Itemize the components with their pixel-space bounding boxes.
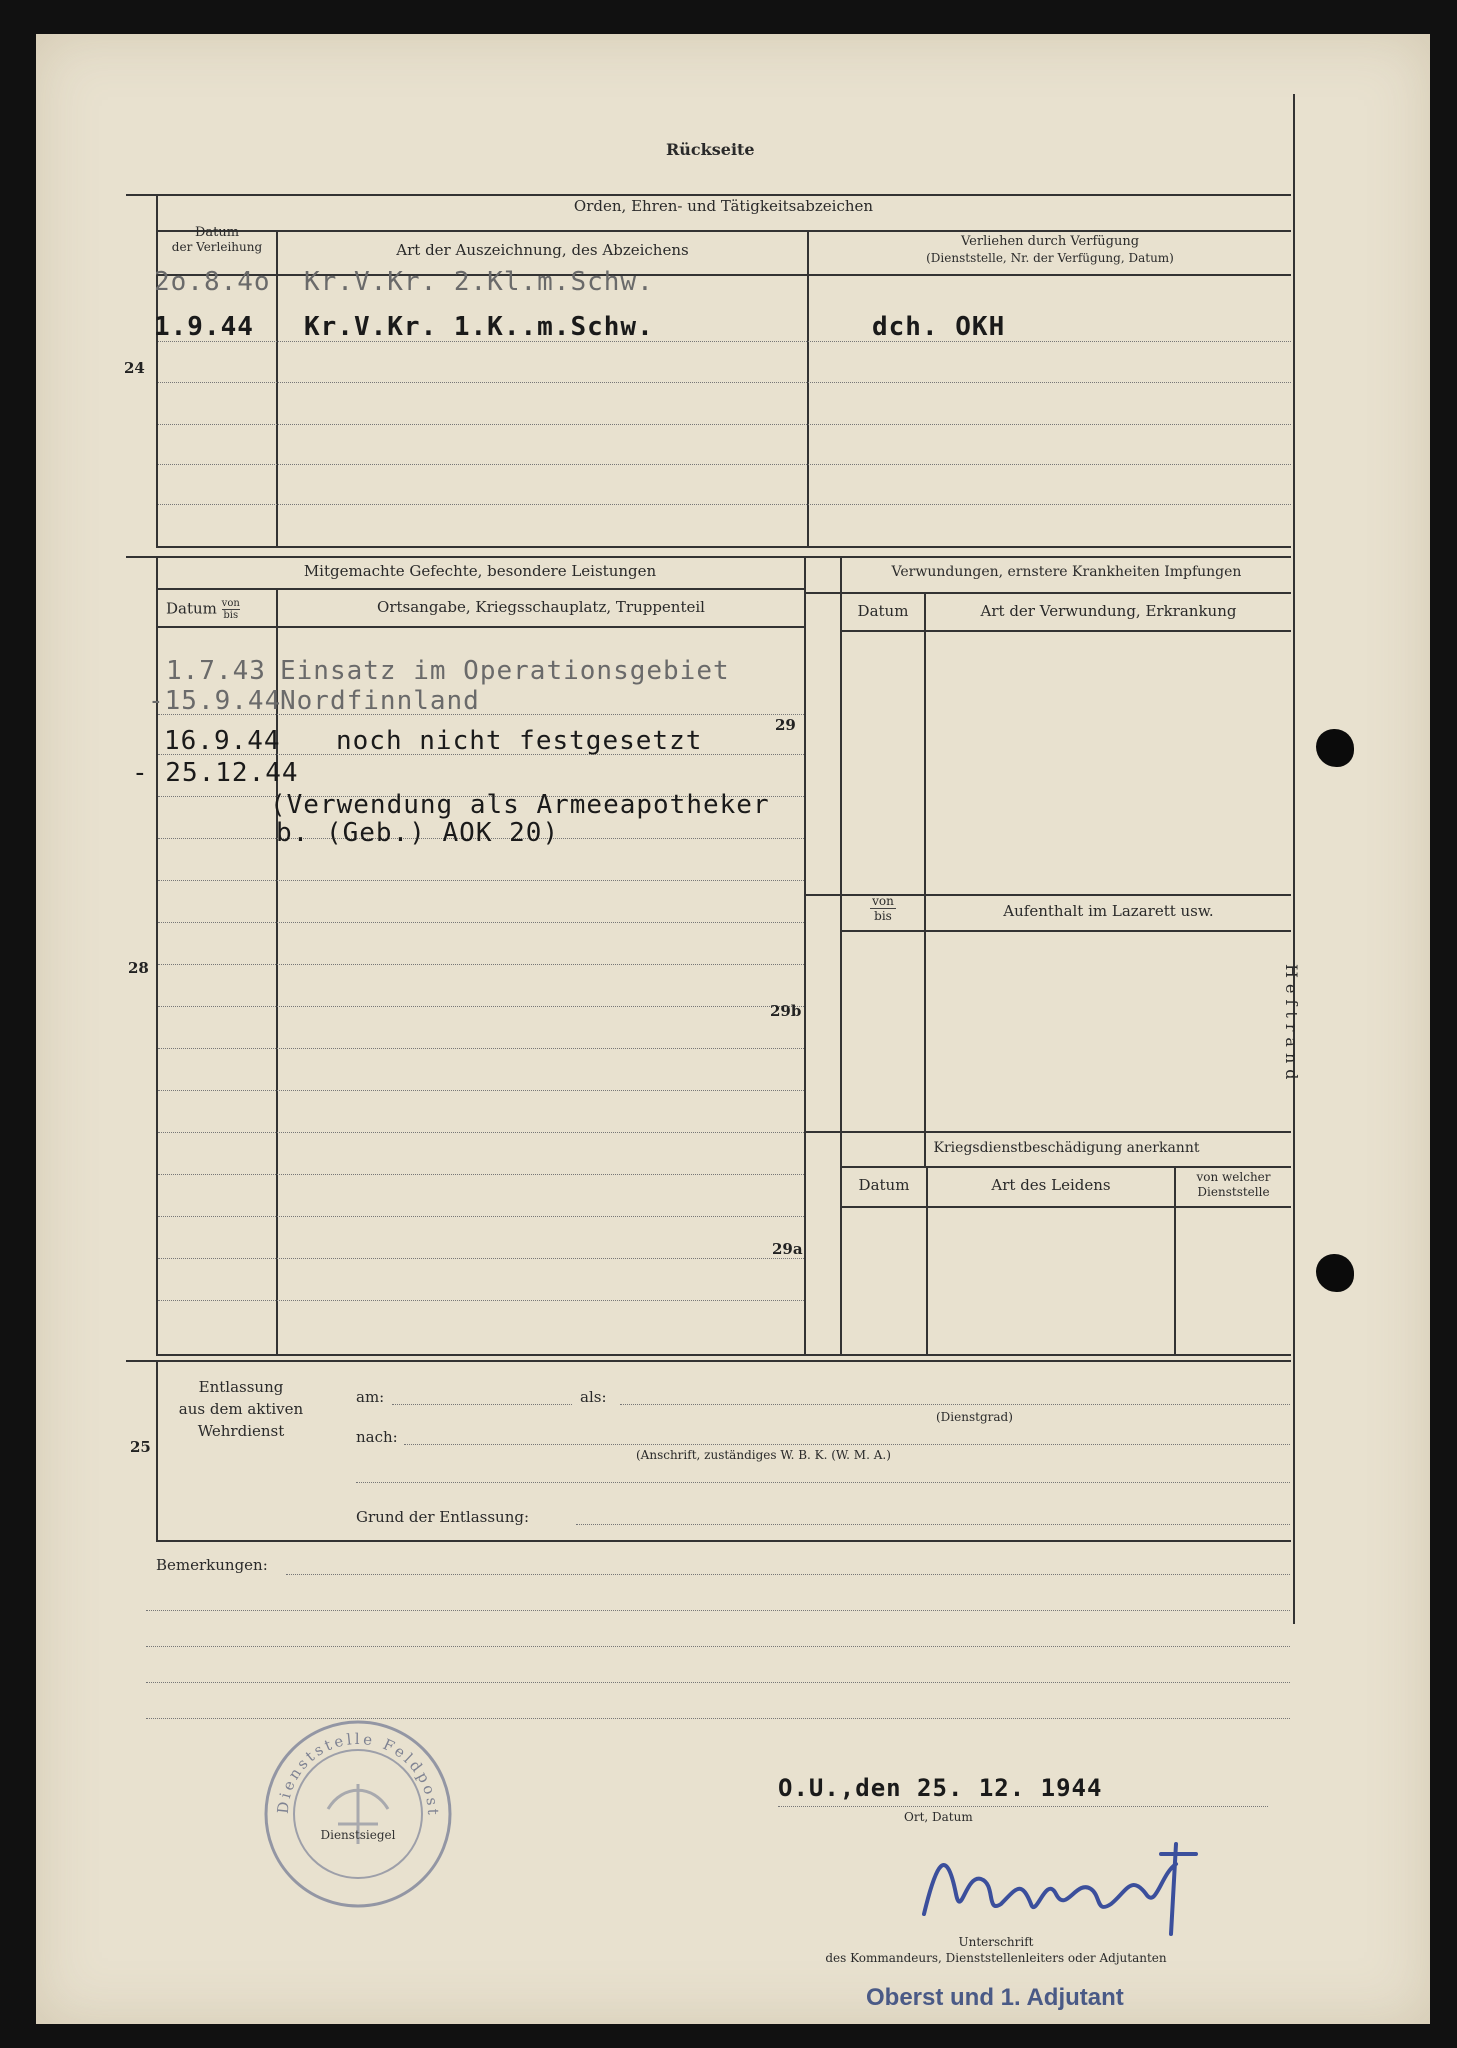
sec25-reason-label: Grund der Entlassung: [356, 1508, 530, 1526]
sec29a-header: Kriegsdienstbeschädigung anerkannt [933, 1140, 1200, 1156]
sec29-header: Verwundungen, ernstere Krankheiten Impfungen [891, 564, 1242, 580]
sec28-row-line [158, 1216, 804, 1217]
sec24-col-award: Art der Auszeichnung, des Abzeichens [396, 241, 689, 259]
sec24-entry-date: 1.9.44 [154, 312, 254, 342]
sec29-header-rule [804, 592, 1291, 594]
sec24-entry-award: Kr.V.Kr. 1.K..m.Schw. [304, 312, 654, 342]
sec28-entry-text: Nordfinnland [280, 686, 480, 716]
seal-graphic [258, 1714, 458, 1914]
remarks-line [146, 1646, 1290, 1647]
sec24-entry-by: dch. OKH [872, 312, 1006, 342]
sec25-title [166, 1376, 316, 1442]
sec29a-colhead-rule [840, 1206, 1291, 1208]
sec29a-col-office [1176, 1170, 1291, 1200]
page-title: Rückseite [666, 140, 755, 159]
sec29a-header-rule [840, 1166, 1291, 1168]
sec29a-col-divider-1 [926, 1166, 928, 1354]
sec28-col-bis: bis [223, 610, 239, 621]
sec29-left-border [840, 556, 842, 1354]
seal-label: Dienstsiegel [320, 1828, 396, 1842]
sec29a-top-border [804, 1131, 1291, 1133]
sec29a-number: 29a [772, 1240, 803, 1258]
sec24-col-date-top: Datum [194, 225, 240, 240]
sec25-top-border [126, 1360, 1291, 1362]
sec28-entry-to: - 25.12.44 [132, 758, 299, 788]
sec28-entry-from: 1.7.43 [166, 656, 266, 686]
sec24-col-conferred-top: Verliehen durch Verfügung [960, 234, 1140, 249]
sec25-als-label: als: [580, 1388, 607, 1406]
sec29a-col-office-bottom: Dienststelle [1197, 1185, 1270, 1199]
sec28-row-line [158, 922, 804, 923]
sec28-col-vonbis [222, 598, 240, 621]
place-date: O.U.,den 25. 12. 1944 [778, 1774, 1103, 1802]
sec28-entry-text: noch nicht festgesetzt [336, 726, 703, 756]
sec28-entry-from: 16.9.44 [164, 726, 281, 756]
sec28-entry-text: b. (Geb.) AOK 20) [276, 818, 560, 848]
sec24-header: Orden, Ehren- und Tätigkeitsabzeichen [573, 197, 874, 215]
margin-line [1293, 94, 1295, 1624]
sec29-colhead-rule [840, 630, 1291, 632]
remarks-line [146, 1610, 1290, 1611]
sec28-col-date [166, 598, 240, 621]
sec25-nach-field [404, 1444, 1290, 1445]
adjutant-stamp: Oberst und 1. Adjutant [866, 1984, 1124, 2011]
sec29b-col-bis: bis [870, 908, 896, 923]
sec28-row-line [158, 1048, 804, 1049]
signature-caption-line1: Unterschrift [958, 1935, 1034, 1949]
sec24-row-line [158, 382, 1291, 383]
svg-text:Dienststelle Feldpostnummer [258, 1714, 442, 1818]
sec25-als-field [620, 1404, 1290, 1405]
sec25-address-field [356, 1482, 1290, 1483]
place-date-caption: Ort, Datum [904, 1810, 973, 1824]
sec24-col-date [158, 225, 276, 255]
sec29-number: 29 [775, 716, 796, 734]
sec24-col-divider-1 [276, 230, 278, 546]
remarks-line [146, 1682, 1290, 1683]
sec24-entry-date: 2o.8.4o [154, 267, 271, 297]
sec24-entry-award: Kr.V.Kr. 2.Kl.m.Schw. [304, 267, 654, 297]
sec25-title-line: Wehrdienst [197, 1422, 285, 1440]
sec25-reason-field [576, 1524, 1290, 1525]
sec29b-col-vonbis [842, 894, 924, 923]
sec25-address-caption: (Anschrift, zuständiges W. B. K. (W. M. A.) [636, 1448, 891, 1462]
sec28-entry-text: (Verwendung als Armeeapotheker [270, 790, 770, 820]
remarks-line [286, 1574, 1290, 1575]
sec28-row-line [158, 964, 804, 965]
sec29b-number: 29b [770, 1002, 802, 1020]
sec29-col-kind: Art der Verwundung, Erkrankung [980, 602, 1237, 620]
sec28-row-line [158, 1258, 804, 1259]
sec28-row-line [158, 1132, 804, 1133]
sec24-header-rule [156, 230, 1291, 232]
sec29-col-divider [924, 592, 926, 927]
sec28-bottom-border [156, 1354, 1291, 1356]
sec25-nach-label: nach: [356, 1428, 398, 1446]
signature [906, 1834, 1246, 1944]
sec28-row-line [158, 1174, 804, 1175]
punch-hole-bottom [1316, 1254, 1354, 1292]
sec25-left-border [156, 1360, 158, 1540]
sec28-row-line [158, 880, 804, 881]
sec28-row-line [158, 1006, 804, 1007]
side-margin-label: Heftrand [1282, 964, 1301, 1086]
sec29a-col-kind: Art des Leidens [991, 1176, 1111, 1194]
sec28-header: Mitgemachte Gefechte, besondere Leistungen [303, 562, 657, 580]
sec24-row-line [158, 464, 1291, 465]
sec24-col-conferred [809, 233, 1291, 267]
sec25-bottom-border [156, 1540, 1291, 1542]
sec28-col-date-label: Datum [166, 599, 217, 618]
sec29a-col-office-top: von welcher [1196, 1170, 1271, 1184]
sec28-number: 28 [128, 959, 149, 977]
sec24-col-divider-2 [807, 230, 809, 546]
sec29b-col-stay: Aufenthalt im Lazarett usw. [1003, 902, 1214, 920]
sec28-right-border [804, 556, 806, 1354]
sec29b-col-von: von [872, 894, 894, 908]
sec28-col-von: von [221, 598, 240, 609]
sec25-am-label: am: [356, 1388, 385, 1406]
signature-caption-line2: des Kommandeurs, Dienststellenleiters oder Adjutanten [825, 1951, 1167, 1965]
sec28-row-line [158, 1300, 804, 1301]
punch-hole-top [1316, 729, 1354, 767]
sec28-header-rule [156, 588, 804, 590]
seal-ring-text: Dienststelle Feldpost [273, 1729, 443, 1818]
sec28-colhead-rule [156, 626, 804, 628]
sec28-left-border [156, 556, 158, 1354]
sec28-row-line [158, 1090, 804, 1091]
document-page [36, 34, 1430, 2024]
sec29a-col-date: Datum [858, 1176, 910, 1194]
sec24-row-line [158, 424, 1291, 425]
sec24-number: 24 [124, 359, 145, 377]
sec24-row-line [158, 504, 1291, 505]
sec24-top-border [126, 194, 1291, 196]
remarks-label: Bemerkungen: [156, 1556, 268, 1574]
sec29b-colhead-rule [840, 930, 1291, 932]
official-seal [258, 1714, 458, 1914]
sec28-entry-to: -15.9.44 [148, 686, 282, 716]
sec25-rank-caption: (Dienstgrad) [936, 1410, 1013, 1424]
sec28-col-place: Ortsangabe, Kriegsschauplatz, Truppenteil [377, 598, 705, 616]
sec29-col-date: Datum [857, 602, 909, 620]
sec25-am-field [392, 1404, 572, 1405]
sec28-entry-text: Einsatz im Operationsgebiet [280, 656, 730, 686]
sec24-col-date-bottom: der Verleihung [171, 240, 263, 254]
sec24-bottom-border [156, 546, 1291, 548]
sec24-col-conferred-bottom: (Dienststelle, Nr. der Verfügung, Datum) [926, 251, 1174, 265]
sec28-top-border [126, 556, 1291, 558]
sec25-title-line: Entlassung [198, 1378, 284, 1396]
sec29b-col-divider [924, 894, 926, 1166]
sec25-number: 25 [130, 1438, 151, 1456]
signature-caption [736, 1934, 1256, 1966]
place-date-line [778, 1806, 1268, 1807]
sec25-title-line: aus dem aktiven [178, 1400, 304, 1418]
